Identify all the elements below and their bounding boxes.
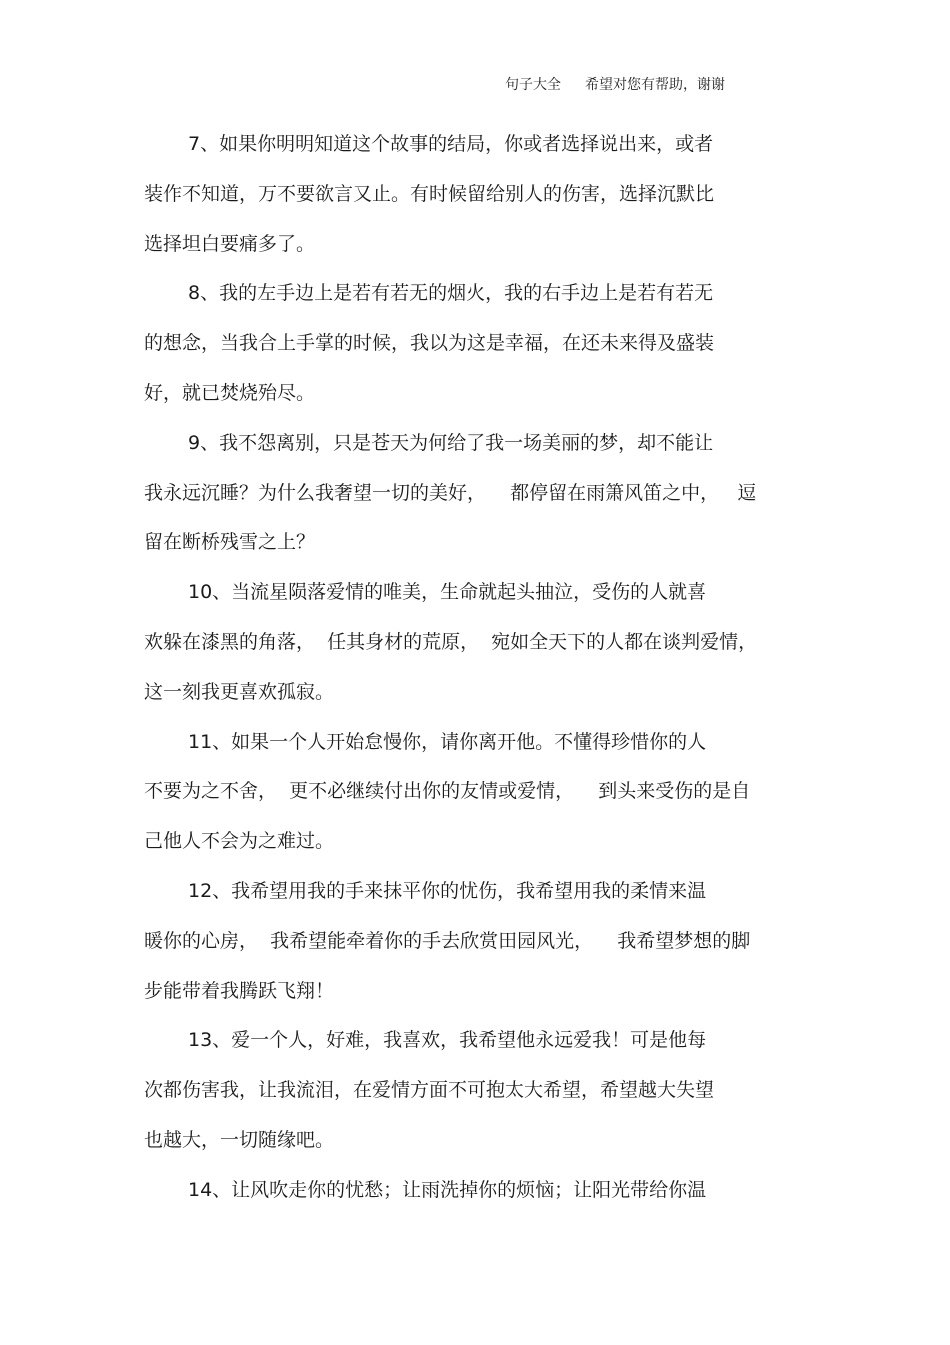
paragraph-line: 次都伤害我，让我流泪，在爱情方面不可抱太大希望，希望越大失望 <box>144 1079 715 1102</box>
paragraph-line: 己他人不会为之难过。 <box>144 830 335 853</box>
paragraph-line: 也越大，一切随缘吧。 <box>144 1129 335 1151</box>
paragraph-line: 步能带着我腾跃飞翔！ <box>144 979 335 1002</box>
paragraph-line: 留在断桥残雪之上？ <box>144 531 316 554</box>
paragraph-line: 好，就已焚烧殆尽。 <box>144 382 316 404</box>
paragraph-line: 8、我的左手边上是若有若无的烟火，我的右手边上是若有若无 <box>188 282 714 305</box>
paragraph-line: 的想念，当我合上手掌的时候，我以为这是幸福，在还未来得及盛装 <box>144 332 715 355</box>
paragraph-line: 欢躲在漆黑的角落， 任其身材的荒原， 宛如全天下的人都在谈判爱情， <box>144 631 758 653</box>
paragraph-line: 暖你的心房， 我希望能牵着你的手去欣赏田园风光， 我希望梦想的脚 <box>144 929 751 952</box>
paragraph-line: 这一刻我更喜欢孤寂。 <box>144 680 335 703</box>
paragraph-line: 选择坦白要痛多了。 <box>144 232 316 255</box>
paragraph-line: 我永远沉睡？为什么我奢望一切的美好， 都停留在雨箫风笛之中， 逗 <box>144 481 757 504</box>
paragraph-line: 9、我不怨离别，只是苍天为何给了我一场美丽的梦，却不能让 <box>188 431 714 454</box>
paragraph-line: 不要为之不舍， 更不必继续付出你的友情或爱情， 到头来受伤的是自 <box>144 780 751 803</box>
header-thanks-text: 希望对您有帮助，谢谢 <box>585 77 725 93</box>
paragraph-line: 10、当流星陨落爱情的唯美，生命就起头抽泣，受伤的人就喜 <box>188 581 707 604</box>
paragraph-line: 13、爱一个人，好难，我喜欢，我希望他永远爱我！可是他每 <box>188 1029 707 1052</box>
paragraph-line: 7、如果你明明知道这个故事的结局，你或者选择说出来，或者 <box>188 133 714 155</box>
header-site-name: 句子大全 <box>505 77 561 93</box>
paragraph-line: 11、如果一个人开始怠慢你，请你离开他。不懂得珍惜你的人 <box>188 730 707 753</box>
paragraph-line: 装作不知道，万不要欲言又止。有时候留给别人的伤害，选择沉默比 <box>144 182 715 205</box>
paragraph-line: 14、让风吹走你的忧愁；让雨洗掉你的烦恼；让阳光带给你温 <box>188 1178 707 1201</box>
paragraph-line: 12、我希望用我的手来抹平你的忧伤，我希望用我的柔情来温 <box>188 880 707 902</box>
